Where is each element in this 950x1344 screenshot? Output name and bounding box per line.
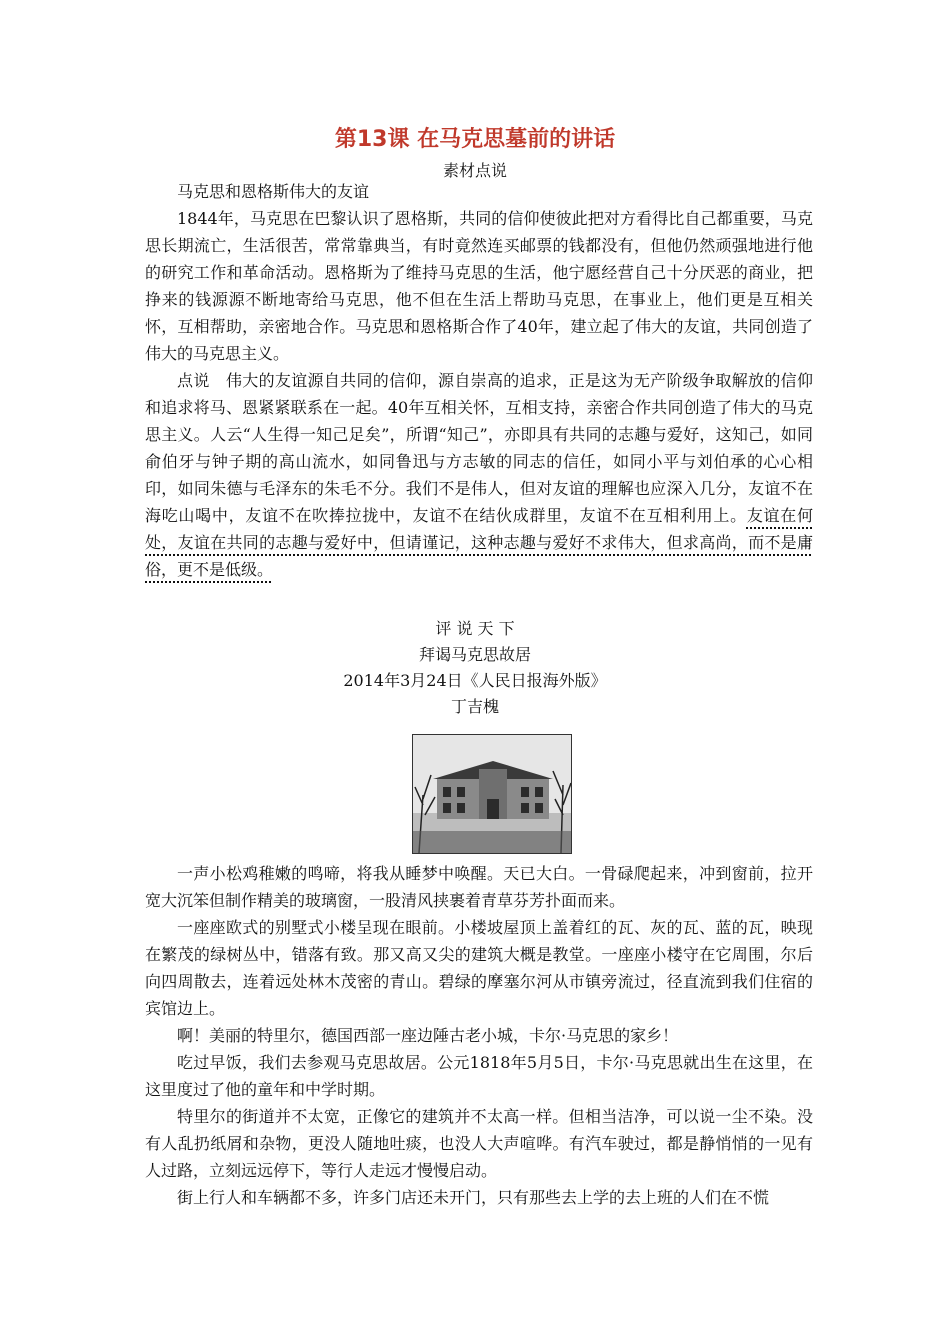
story-block (145, 178, 813, 583)
article-title: 拜谒马克思故居 (418, 645, 531, 664)
section-heading-world: 评 说 天 下 (435, 619, 515, 638)
article-source: 2014年3月24日《人民日报海外版》 (343, 671, 607, 690)
house-photo-icon (413, 735, 571, 853)
comment-emphasis: 友谊在何处，友谊在共同的志趣与爱好中，但请谨记，这种志趣与爱好不求伟大，但求高尚，而不是庸俗，更不是低级。 (145, 506, 813, 579)
article-paragraph: 街上行人和车辆都不多，许多门店还未开门，只有那些去上学的去上班的人们在不慌 (177, 1188, 770, 1207)
section-heading-material: 素材点说 (442, 161, 507, 180)
article-author: 丁吉槐 (450, 697, 499, 716)
house-photo (412, 734, 572, 854)
article-paragraph: 一声小松鸡稚嫩的鸣啼，将我从睡梦中唤醒。天已大白。一骨碌爬起来，冲到窗前，拉开宽大沉笨但制作精美的玻璃窗，一股清风挟裹着青草芬芳扑面而来。 (145, 864, 813, 910)
article-body (145, 860, 813, 1211)
story-paragraph: 1844年，马克思在巴黎认识了恩格斯，共同的信仰使彼此把对方看得比自己都重要，马克思长期流亡，生活很苦，常常靠典当，有时竟然连买邮票的钱都没有，但他仍然顽强地进行他的研究工作和革命活动。恩格斯为了维持马克思的生活，他宁愿经营自己十分厌恶的商业，把挣来的钱源源不断地寄给马克思，他不但在生活上帮助马克思，在事业上，他们更是互相关怀，互相帮助，亲密地合作。马克思和恩格斯合作了40年，建立起了伟大的友谊，共同创造了伟大的马克思主义。 (145, 209, 813, 363)
lesson-title: 第13课 在马克思墓前的讲话 (334, 127, 616, 152)
comment-paragraph (145, 367, 813, 583)
comment-text: 点说 伟大的友谊源自共同的信仰，源自崇高的追求，正是这为无产阶级争取解放的信仰和追求将马、恩紧紧联系在一起。40年互相关怀，互相支持，亲密合作共同创造了伟大的马克思主义。人云“人生得一知己足矣”，所谓“知己”，亦即具有共同的志趣与爱好，这知己，如同俞伯牙与钟子期的高山流水，如同鲁迅与方志敏的同志的信任，如同小平与刘伯承的心心相印，如同朱德与毛泽东的朱毛不分。我们不是伟人，但对友谊的理解也应深入几分，友谊不在海吃山喝中，友谊不在吹捧拉拢中，友谊不在结伙成群里，友谊不在互相利用上。 (145, 371, 813, 525)
article-paragraph: 一座座欧式的别墅式小楼呈现在眼前。小楼坡屋顶上盖着红的瓦、灰的瓦、蓝的瓦，映现在繁茂的绿树丛中，错落有致。那又高又尖的建筑大概是教堂。一座座小楼守在它周围，尔后向四周散去，连着远处林木茂密的青山。碧绿的摩塞尔河从市镇旁流过，径直流到我们住宿的宾馆边上。 (145, 918, 813, 1018)
article-paragraph: 特里尔的街道并不太宽，正像它的建筑并不太高一样。但相当洁净，可以说一尘不染。没有人乱扔纸屑和杂物，更没人随地吐痰，也没人大声喧哗。有汽车驶过，都是静悄悄的一见有人过路，立刻远远停下，等行人走远才慢慢启动。 (145, 1107, 813, 1180)
story-title: 马克思和恩格斯伟大的友谊 (177, 182, 370, 201)
article-paragraph: 吃过早饭，我们去参观马克思故居。公元1818年5月5日，卡尔·马克思就出生在这里，在这里度过了他的童年和中学时期。 (145, 1053, 813, 1099)
article-paragraph: 啊！美丽的特里尔，德国西部一座边陲古老小城，卡尔·马克思的家乡！ (177, 1026, 679, 1045)
